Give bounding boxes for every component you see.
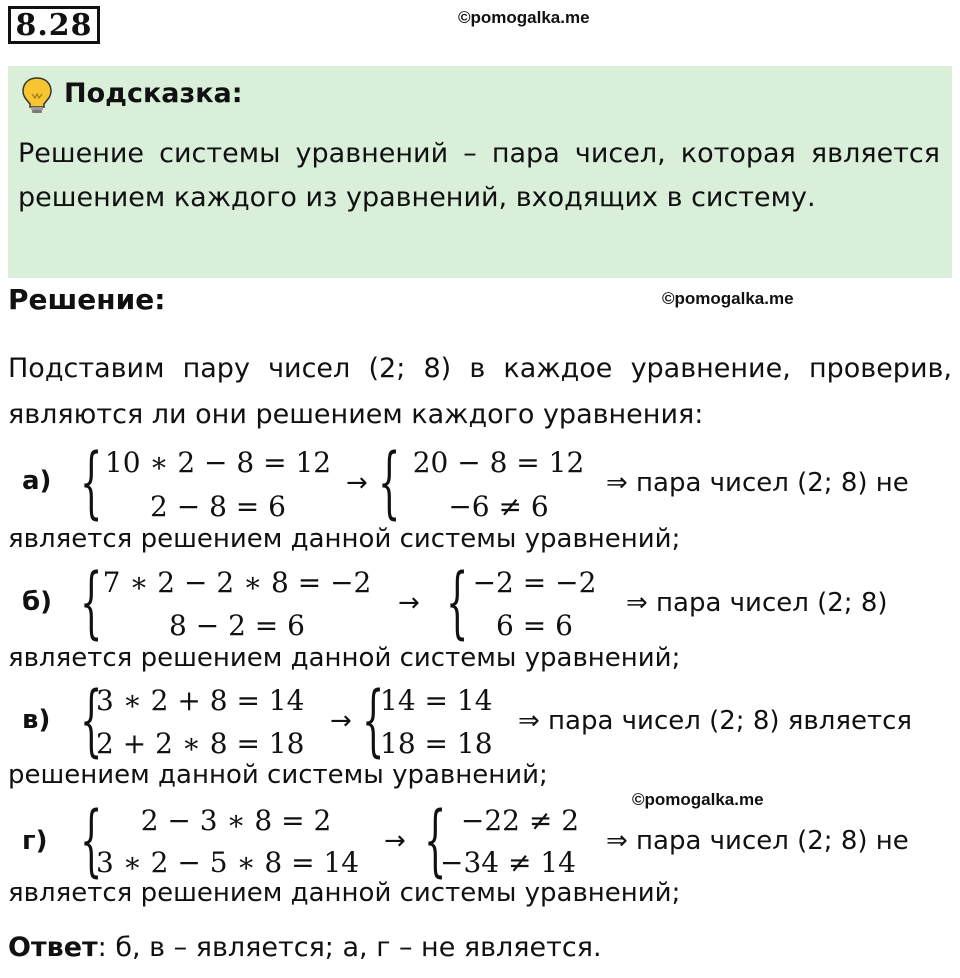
arrow-icon: → bbox=[330, 706, 352, 736]
equation: 2 − 3 ∗ 8 = 2 bbox=[140, 804, 332, 837]
conclusion: ⇒ пара чисел (2; 8) bbox=[626, 588, 888, 618]
equation: 7 ∗ 2 − 2 ∗ 8 = −2 bbox=[102, 566, 372, 599]
brace: { bbox=[362, 676, 385, 766]
watermark: ©pomogalka.me bbox=[662, 289, 794, 308]
conclusion: является решением данной системы уравнений; bbox=[8, 643, 681, 673]
item-letter: б) bbox=[22, 587, 53, 617]
conclusion: является решением данной системы уравнений; bbox=[8, 524, 681, 554]
answer-line bbox=[8, 932, 602, 963]
solution-intro: Подставим пару чисел (2; 8) в каждое уравнение, проверив, являются ли они решением каждого уравнения: bbox=[8, 353, 952, 430]
brace: { bbox=[378, 438, 401, 528]
arrow-icon: → bbox=[384, 826, 406, 856]
brace: { bbox=[80, 796, 103, 886]
equation: −34 ≠ 14 bbox=[440, 846, 576, 879]
equation: 14 = 14 bbox=[380, 684, 493, 717]
conclusion: ⇒ пара чисел (2; 8) является bbox=[518, 706, 913, 736]
brace: { bbox=[80, 676, 103, 766]
equation: 6 = 6 bbox=[496, 609, 573, 642]
answer-label: Ответ bbox=[8, 932, 98, 963]
watermark: ©pomogalka.me bbox=[458, 8, 590, 27]
equation: −2 = −2 bbox=[472, 566, 597, 599]
item-letter: а) bbox=[22, 466, 52, 496]
solution-title: Решение: bbox=[8, 283, 166, 316]
conclusion: ⇒ пара чисел (2; 8) не bbox=[606, 826, 909, 856]
equation: −22 ≠ 2 bbox=[460, 804, 580, 837]
equation: 20 − 8 = 12 bbox=[412, 446, 585, 479]
brace: { bbox=[80, 438, 103, 528]
equation: 2 + 2 ∗ 8 = 18 bbox=[96, 727, 305, 760]
equation: 3 ∗ 2 − 5 ∗ 8 = 14 bbox=[96, 846, 360, 879]
lightbulb-icon bbox=[20, 76, 54, 114]
equation: 2 − 8 = 6 bbox=[150, 490, 286, 523]
hint-text: Решение системы уравнений – пара чисел, которая является решением каждого из уравнений, входящих в систему. bbox=[18, 138, 940, 213]
watermark: ©pomogalka.me bbox=[632, 790, 764, 809]
brace: { bbox=[446, 558, 469, 648]
conclusion: является решением данной системы уравнений; bbox=[8, 878, 681, 908]
equation: 8 − 2 = 6 bbox=[169, 609, 305, 642]
item-letter: г) bbox=[22, 826, 48, 856]
equation: 18 = 18 bbox=[380, 727, 493, 760]
conclusion: решением данной системы уравнений; bbox=[8, 760, 548, 790]
task-number: 8.28 bbox=[8, 6, 100, 44]
equation: 10 ∗ 2 − 8 = 12 bbox=[104, 446, 332, 479]
item-letter: в) bbox=[22, 705, 51, 735]
hint-title: Подсказка: bbox=[64, 78, 243, 109]
conclusion: ⇒ пара чисел (2; 8) не bbox=[606, 468, 909, 498]
equation: −6 ≠ 6 bbox=[448, 490, 549, 523]
equation: 3 ∗ 2 + 8 = 14 bbox=[96, 684, 305, 717]
brace: { bbox=[424, 796, 447, 886]
answer-text: : б, в – является; а, г – не является. bbox=[97, 932, 602, 963]
arrow-icon: → bbox=[346, 468, 368, 498]
arrow-icon: → bbox=[398, 588, 420, 618]
brace: { bbox=[80, 558, 103, 648]
